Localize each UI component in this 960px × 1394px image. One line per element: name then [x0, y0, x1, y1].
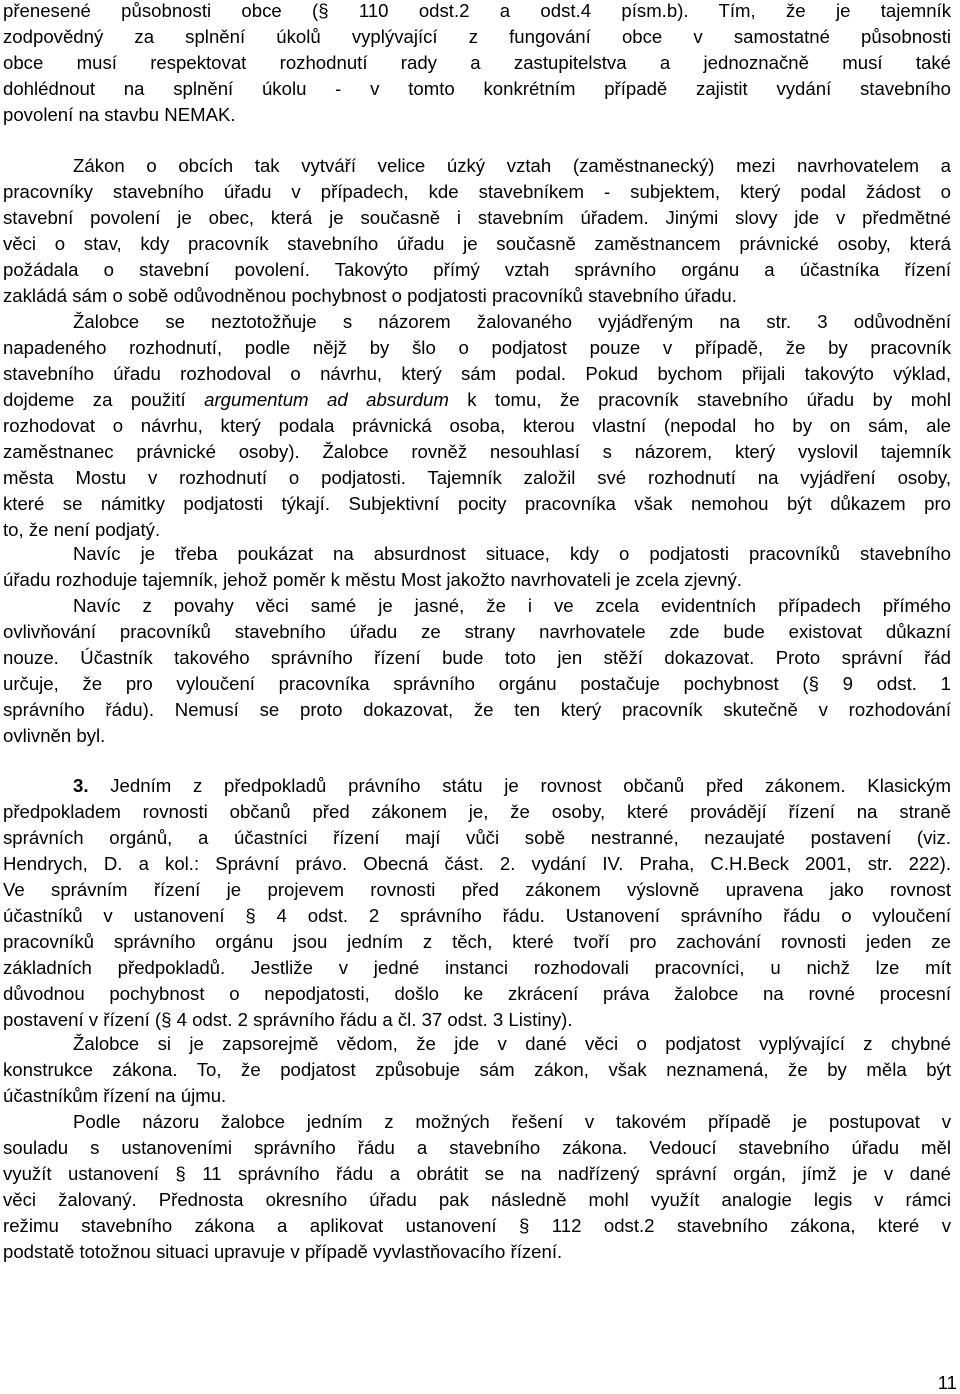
text-line: věci o stav, kdy pracovník stavebního úřadu je současně zaměstnancem právnické osoby, která [3, 233, 951, 254]
text-line: to, že není podjatý. [3, 519, 161, 540]
text-line: Žalobce se neztotožňuje s názorem žalovaného vyjádřeným na str. 3 odůvodnění [73, 311, 951, 332]
text-line: pracovníků správního orgánu jsou jedním z těch, které tvoří pro zachování rovnosti jeden ze [3, 931, 951, 952]
text-line: Podle názoru žalobce jedním z možných řešení v takovém případě je postupovat v [73, 1111, 951, 1132]
section-number: 3. [73, 775, 89, 796]
text-line: obce musí respektovat rozhodnutí rady a zastupitelstva a jednoznačně musí také [3, 52, 951, 73]
text-line: požádala o stavební povolení. Takovýto přímý vztah správního orgánu a účastníka řízení [3, 259, 951, 280]
text-line: využít ustanovení § 11 správního řádu a obrátit se na nadřízený správní orgán, jímž je v dané [3, 1163, 951, 1184]
text-line: režimu stavebního zákona a aplikovat ustanovení § 112 odst.2 stavebního zákona, které v [3, 1215, 951, 1236]
text-line: ovlivňování pracovníků stavebního úřadu ze strany navrhovatele zde bude existovat důkazní [3, 621, 951, 642]
text-line: zaměstnanec právnické osoby). Žalobce rovněž nesouhlasí s názorem, který vyslovil tajemník [3, 441, 951, 462]
text-line: souladu s ustanoveními správního řádu a stavebního zákona. Vedoucí stavebního úřadu měl [3, 1137, 951, 1158]
text-line: které se námitky podjatosti týkají. Subjektivní pocity pracovníka však nemohou být důkazem pro [3, 493, 951, 514]
text-line: dohlédnout na splnění úkolu - v tomto konkrétním případě zajistit vydání stavebního [3, 78, 951, 99]
text-line: přenesené působnosti obce (§ 110 odst.2 a odst.4 písm.b). Tím, že je tajemník [3, 0, 951, 21]
text-line: Zákon o obcích tak vytváří velice úzký vztah (zaměstnanecký) mezi navrhovatelem a [73, 155, 951, 176]
text-line: věci žalovaný. Přednosta okresního úřadu pak následně mohl využít analogie legis v rámci [3, 1189, 951, 1210]
text-line: Hendrych, D. a kol.: Správní právo. Obecná část. 2. vydání IV. Praha, C.H.Beck 2001, str. 222). [3, 853, 951, 874]
text-line: nouze. Účastník takového správního řízení bude toto jen stěží dokazovat. Proto správní řád [3, 647, 951, 668]
text-line: důvodnou pochybnost o nepodjatosti, došlo ke zkrácení práva žalobce na rovné procesní [3, 983, 951, 1004]
text-line: města Mostu v rozhodnutí o podjatosti. Tajemník založil své rozhodnutí na vyjádření osoby, [3, 467, 951, 488]
italic-phrase: argumentum ad absurdum [204, 389, 449, 410]
text-line: podstatě totožnou situaci upravuje v případě vyvlastňovacího řízení. [3, 1241, 563, 1262]
text-line: konstrukce zákona. To, že podjatost způsobuje sám zákon, však neznamená, že by měla být [3, 1059, 951, 1080]
text-line: stavebního úřadu rozhodoval o návrhu, který sám podal. Pokud bychom přijali takovýto výklad, [3, 363, 951, 384]
text-line: určuje, že pro vyloučení pracovníka správního orgánu postačuje pochybnost (§ 9 odst. 1 [3, 673, 951, 694]
text-line: správního řádu). Nemusí se proto dokazovat, že ten který pracovník skutečně v rozhodování [3, 699, 951, 720]
text-line: 3. Jedním z předpokladů právního státu je rovnost občanů před zákonem. Klasickým [73, 775, 951, 796]
text-line: zodpovědný za splnění úkolů vyplývající z fungování obce v samostatné působnosti [3, 26, 951, 47]
text-line: předpokladem rovnosti občanů před zákonem je, že osoby, které provádějí řízení na straně [3, 801, 951, 822]
text-line: účastníků v ustanovení § 4 odst. 2 správního řádu. Ustanovení správního řádu o vyloučení [3, 905, 951, 926]
text-line: Navíc je třeba poukázat na absurdnost situace, kdy o podjatosti pracovníků stavebního [73, 543, 951, 564]
text-line: základních předpokladů. Jestliže v jedné instanci rozhodovali pracovníci, u nichž lze mít [3, 957, 951, 978]
text-line: správních orgánů, a účastníci řízení mají vůči sobě nestranné, nezaujaté postavení (viz. [3, 827, 951, 848]
text-line: dojdeme za použití argumentum ad absurdum k tomu, že pracovník stavebního úřadu by mohl [3, 389, 952, 410]
text-line: povolení na stavbu NEMAK. [3, 104, 236, 125]
page-number: 11 [937, 1372, 957, 1393]
text-line: Žalobce si je zapsorejmě vědom, že jde v dané věci o podjatost vyplývající z chybné [73, 1033, 951, 1054]
text-line: Navíc z povahy věci samé je jasné, že i ve zcela evidentních případech přímého [73, 595, 951, 616]
text-line: Ve správním řízení je projevem rovnosti před zákonem výslovně upravena jako rovnost [3, 879, 951, 900]
text-line: postavení v řízení (§ 4 odst. 2 správního řádu a čl. 37 odst. 3 Listiny). [3, 1009, 573, 1030]
text-line: pracovníky stavebního úřadu v případech, kde stavebníkem - subjektem, který podal žádost o [3, 181, 951, 202]
text-line: rozhodovat o návrhu, který podala právnická osoba, kterou vlastní (nepodal ho by on sám, ale [3, 415, 951, 436]
text-line: úřadu rozhoduje tajemník, jehož poměr k městu Most jakožto navrhovateli je zcela zjevný. [3, 569, 742, 590]
text-line: napadeného rozhodnutí, podle nějž by šlo o podjatost pouze v případě, že by pracovník [3, 337, 951, 358]
text-line: ovlivněn byl. [3, 725, 106, 746]
text-line: stavební povolení je obec, která je současně i stavebním úřadem. Jinými slovy jde v předmětné [3, 207, 951, 228]
text-line: účastníkům řízení na újmu. [3, 1085, 227, 1106]
text-line: zakládá sám o sobě odůvodněnou pochybnost o podjatosti pracovníků stavebního úřadu. [3, 285, 737, 306]
